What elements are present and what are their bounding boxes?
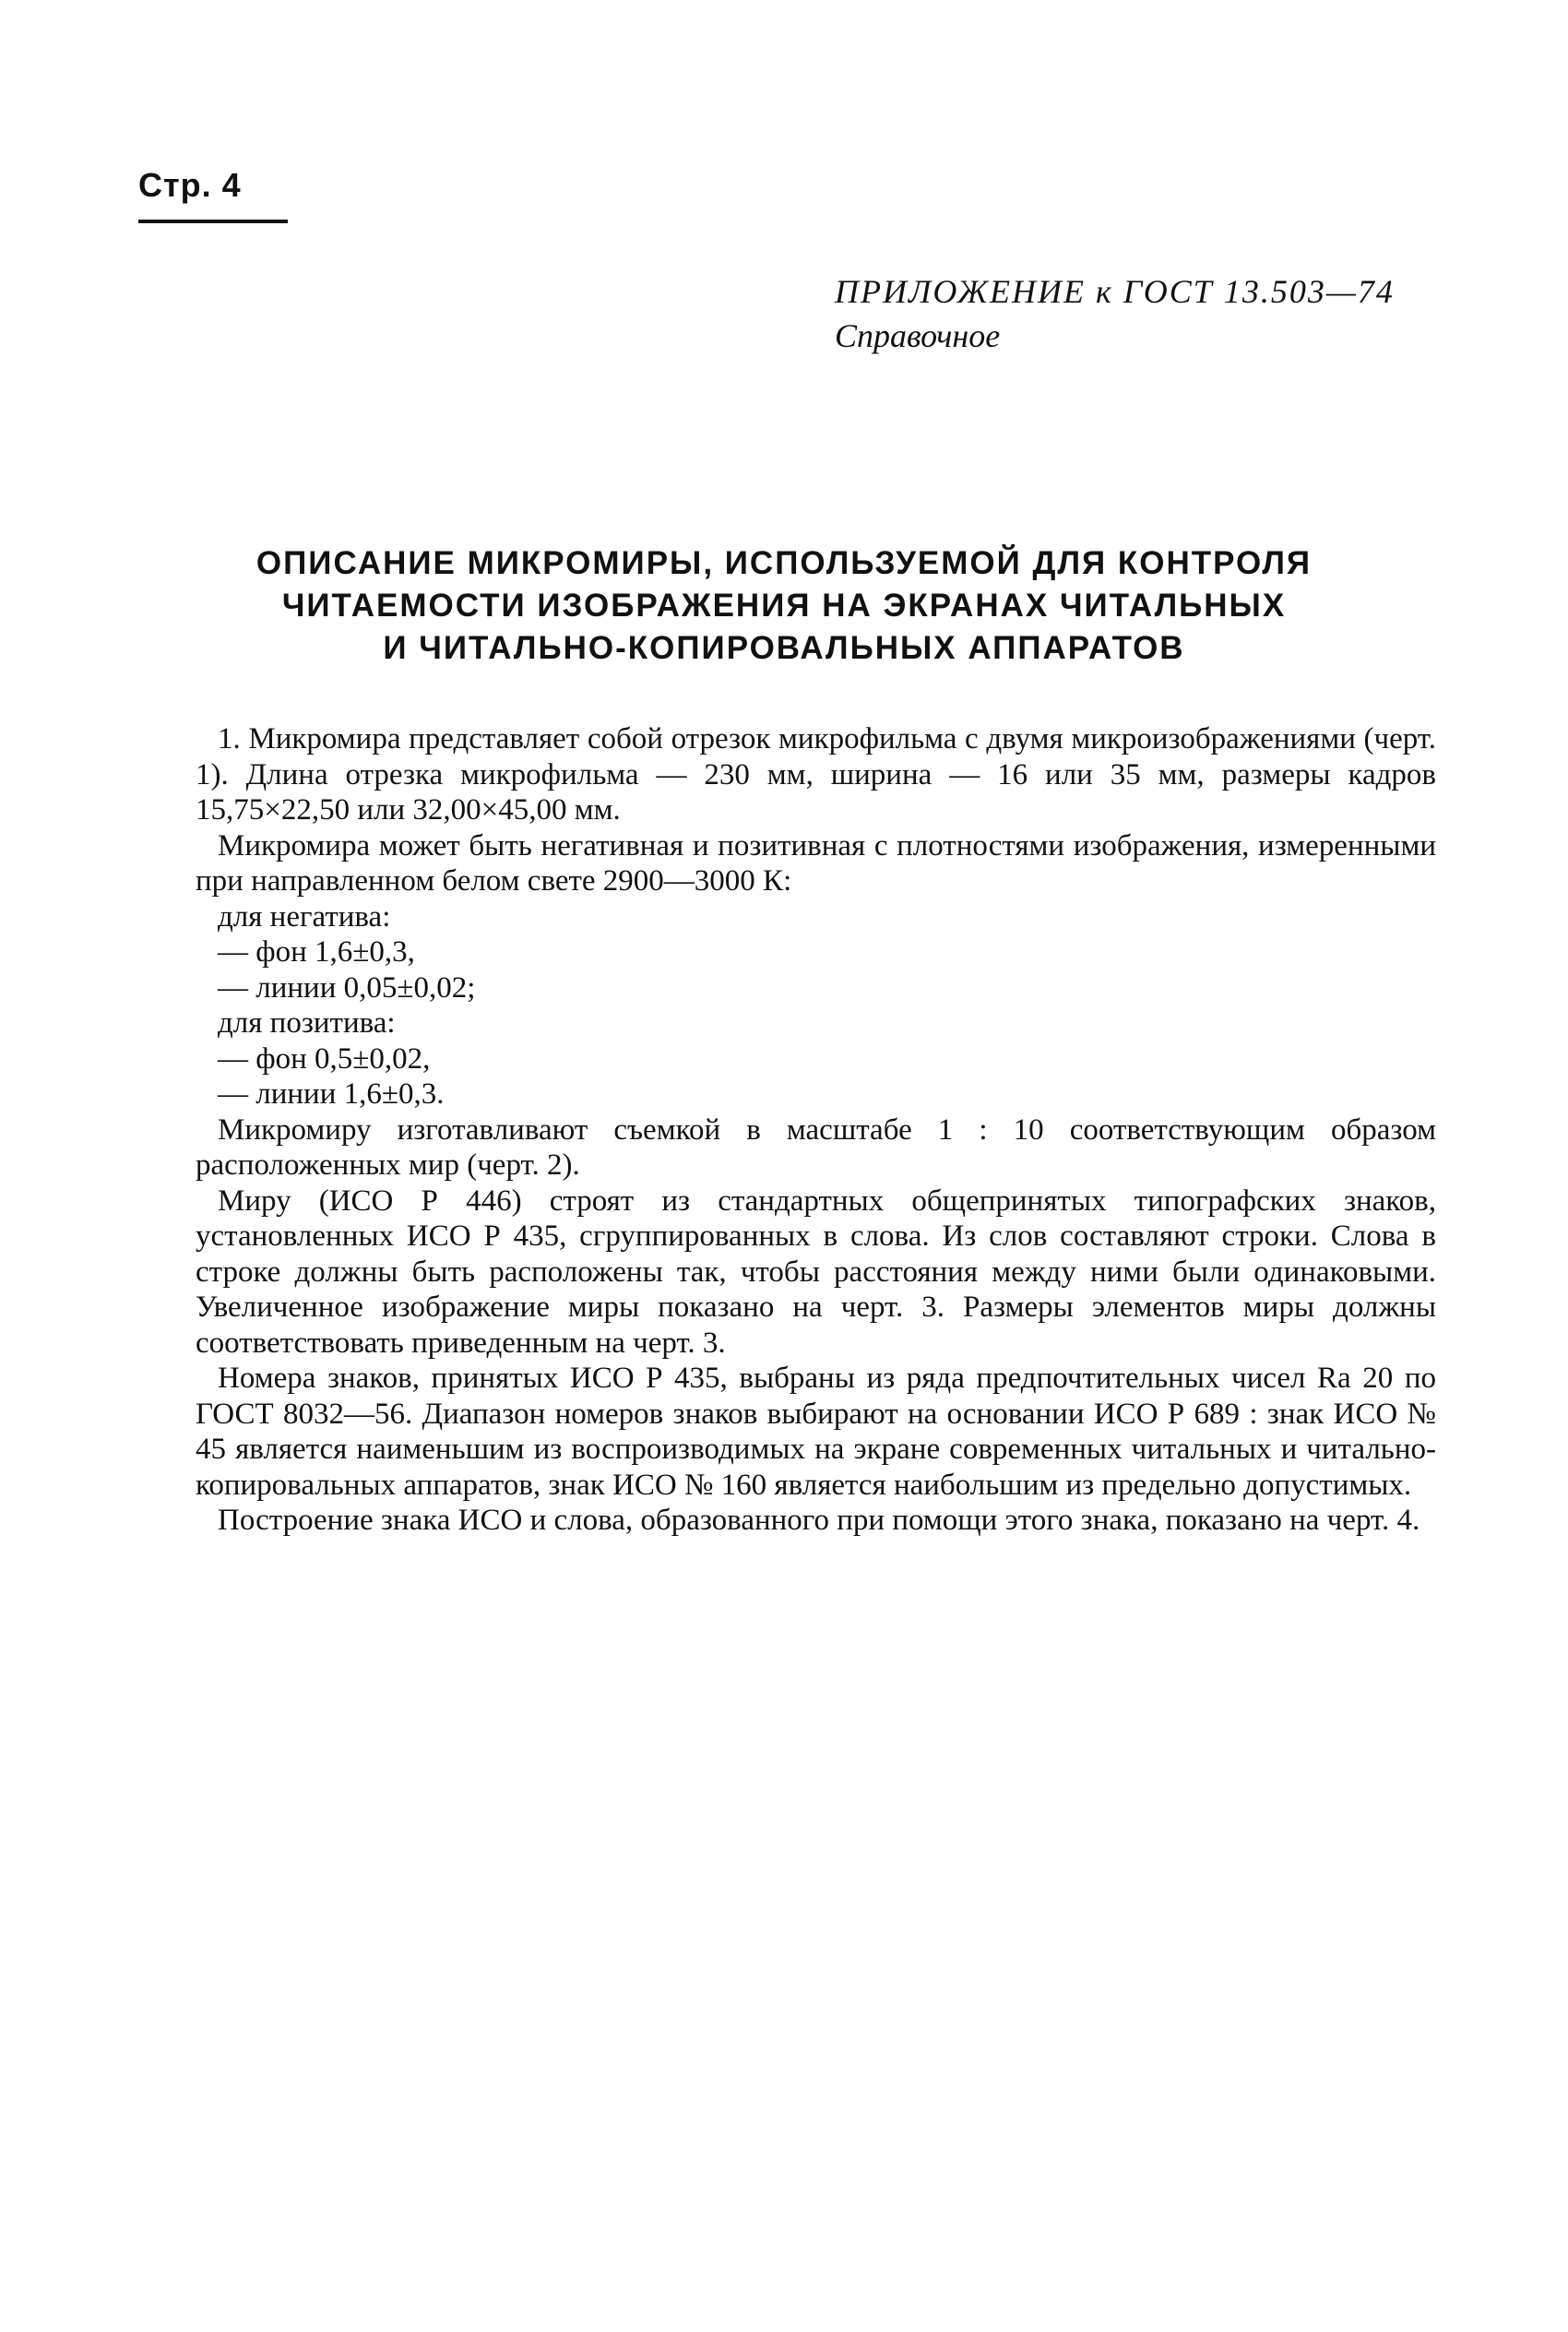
- page-number: Стр. 4: [138, 166, 242, 204]
- document-title: [138, 542, 1430, 670]
- paragraph-1: 1. Микромира представляет собой отрезок микрофильма с двумя микроизображениями (черт. 1). Длина отрезка микрофильма — 230 мм, ширина — 16 или 35 мм, размеры кадров 15,75×22,50 или 32,00×45,00 мм.: [196, 722, 1436, 827]
- appendix-header: [835, 269, 1395, 358]
- appendix-title: ПРИЛОЖЕНИЕ к ГОСТ 13.503—74: [835, 273, 1395, 310]
- title-line-1: ОПИСАНИЕ МИКРОМИРЫ, ИСПОЛЬЗУЕМОЙ ДЛЯ КОНТРОЛЯ: [255, 545, 1313, 581]
- page-number-underline: [138, 220, 288, 223]
- negative-label: для негатива:: [218, 899, 391, 934]
- paragraph-3: Микромиру изготавливают съемкой в масштабе 1 : 10 соответствующим образом расположенных мир (черт. 2).: [196, 1112, 1436, 1182]
- negative-background-density: — фон 1,6±0,3,: [218, 935, 415, 969]
- title-line-3: И ЧИТАЛЬНО-КОПИРОВАЛЬНЫХ АППАРАТОВ: [383, 630, 1185, 666]
- positive-label: для позитива:: [218, 1006, 396, 1040]
- paragraph-2: Микромира может быть негативная и позитивная с плотностями изображения, измеренными при направленном белом свете 2900—3000 К:: [196, 828, 1436, 898]
- paragraph-6: Построение знака ИСО и слова, образованного при помощи этого знака, показано на черт. 4.: [218, 1504, 1420, 1537]
- paragraph-5: Номера знаков, принятых ИСО Р 435, выбраны из ряда предпочтительных чисел Ra 20 по ГОСТ 8032—56. Диапазон номеров знаков выбирают на основании ИСО Р 689 : знак ИСО № 45 является наименьшим из воспроизводимых на экране современных читальных и читально-копировальных аппаратов, знак ИСО № 160 является наибольшим из предельно допустимых.: [196, 1362, 1436, 1502]
- paragraph-4: Миру (ИСО Р 446) строят из стандартных общепринятых типографских знаков, установленных ИСО Р 435, сгруппированных в слова. Из слов составляют строки. Слова в строке должны быть расположены так, чтобы расстояния между ними были одинаковыми. Увеличенное изображение миры показано на черт. 3. Размеры элементов миры должны соответствовать приведенным на черт. 3.: [196, 1184, 1436, 1360]
- positive-lines-density: — линии 1,6±0,3.: [218, 1077, 445, 1111]
- positive-background-density: — фон 0,5±0,02,: [218, 1041, 431, 1076]
- appendix-type: Справочное: [835, 317, 1001, 354]
- negative-lines-density: — линии 0,05±0,02;: [218, 970, 476, 1005]
- title-line-2: ЧИТАЕМОСТИ ИЗОБРАЖЕНИЯ НА ЭКРАНАХ ЧИТАЛЬНЫХ: [281, 588, 1287, 624]
- body-text: [196, 721, 1436, 1539]
